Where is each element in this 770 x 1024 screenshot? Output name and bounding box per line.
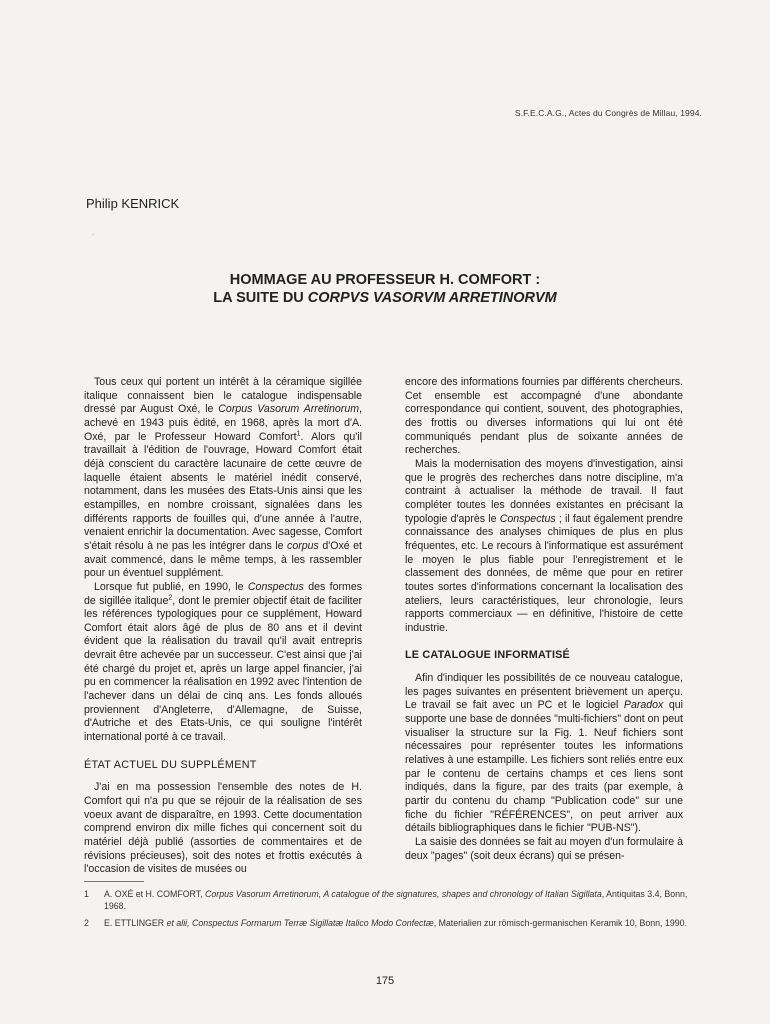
footnote-ref[interactable]: 1 bbox=[296, 430, 301, 438]
running-header: S.F.E.C.A.G., Actes du Congrès de Millau, 1994. bbox=[514, 108, 702, 118]
footnote-text: E. ETTLINGER et alii, Conspectus Formarum Terræ Sigillatæ Italico Modo Confectæ, Materialien zur römisch-germanischen Keramik 10, Bonn, 1990. bbox=[104, 918, 687, 928]
right-column bbox=[405, 376, 683, 863]
title-line-2-italic: CORPVS VASORVM ARRETINORVM bbox=[307, 290, 557, 306]
paragraph: J'ai en ma possession l'ensemble des notes de H. Comfort qui n'a pu que se réjouir de la réalisation de ses voeux avant de disparaître, en 1993. Cette documentation comprend environ dix mille fiches qui concernent soit du matériel déjà publié (assorties de commentaires et de révisions précieuses), soit des notes et frottis exécutés à l'occasion de visites de musées ou bbox=[84, 781, 362, 876]
footnote-number: 2 bbox=[84, 918, 89, 928]
footnote bbox=[84, 918, 704, 930]
footnote-divider bbox=[84, 881, 144, 882]
page-number: 175 bbox=[375, 975, 395, 987]
paragraph: Lorsque fut publié, en 1990, le Conspectus des formes de sigillée italique$^2$, dont le premier objectif était de faciliter les références typologiques pour ce supplément, Howard Comfort était alors âgé de plus de 80 ans et il devint évident que la réalisation du travail qu'il avait entrepris devrait être achevée par un successeur. C'est ainsi que j'ai été chargé du projet et, après un large appel financier, j'ai pu en commencer la réalisation en 1992 avec l'intention de l'achever dans un délai de cinq ans. Les fonds alloués proviennent d'Angleterre, d'Allemagne, de Suisse, d'Autriche et des Etats-Unis, ce qui souligne l'intérêt international porté à ce travail. bbox=[84, 580, 363, 744]
title-line-2-prefix: LA SUITE DU bbox=[213, 290, 308, 306]
footnote bbox=[84, 889, 704, 912]
paragraph: encore des informations fournies par différents chercheurs. Cet ensemble est accompagné d'une abondante correspondance qui contient, souvent, des photographies, des frottis ou diverses informations qui lui ont été communiqués pendant plus de soixante années de recherches. bbox=[405, 376, 683, 457]
footnote-ref[interactable]: 2 bbox=[168, 593, 173, 601]
footnote-number: 1 bbox=[84, 889, 89, 899]
paragraph: La saisie des données se fait au moyen d'un formulaire à deux "pages" (soit deux écrans) qui se présen- bbox=[405, 836, 683, 862]
section-heading: ÉTAT ACTUEL DU SUPPLÉMENT bbox=[84, 758, 257, 771]
stray-mark: · bbox=[92, 232, 94, 238]
paragraph: Mais la modernisation des moyens d'investigation, ainsi que le progrès des recherches dans notre discipline, m'a contraint à actualiser la méthode de travail. Il faut compléter toutes les données existantes en précisant la typologie d'après le Conspectus ; il faut également prendre connaissance des analyses chimiques de plus en plus fréquentes, etc. Le recours à l'informatique est assurément le moyen le plus fiable pour l'enregistrement et le classement des données, de même que pour en retirer toutes sortes d'informations concernant la localisation des ateliers, leurs caractéristiques, leur chronologie, leurs rapports commerciaux — en définitive, l'histoire de cette industrie. bbox=[405, 457, 683, 634]
article-title bbox=[0, 271, 770, 307]
title-line-2 bbox=[0, 289, 770, 307]
footnote-text: A. OXÉ et H. COMFORT, Corpus Vasorum Arretinorum, A catalogue of the signatures, shapes and chronology of Italian Sigillata, Antiquitas 3.4, Bonn, 1968. bbox=[104, 889, 688, 911]
author-name: Philip KENRICK bbox=[86, 196, 180, 211]
left-column bbox=[84, 376, 362, 877]
title-line-1: HOMMAGE AU PROFESSEUR H. COMFORT : bbox=[229, 272, 541, 288]
paragraph: Afin d'indiquer les possibilités de ce nouveau catalogue, les pages suivantes en présentent brièvement un aperçu. Le travail se fait avec un PC et le logiciel Paradox qui supporte une base de données "multi-fichiers" dont on peut visualiser la structure sur la Fig. 1. Neuf fichiers sont nécessaires pour représenter toutes les informations relatives à une estampille. Les fichiers sont reliés entre eux par le contenu de certains champs et ces liens sont indiqués, dans la figure, par des traits (par exemple, à partir du contenu du champ "Publication code" sur une fiche du fichier "RÉFÉRENCES", on peut arriver aux détails bibliographiques dans le fichier "PUB-NS"). bbox=[405, 672, 683, 835]
section-heading: LE CATALOGUE INFORMATISÉ bbox=[405, 649, 570, 662]
paragraph: Tous ceux qui portent un intérêt à la céramique sigillée italique connaissent bien le catalogue indispensable dressé par August Oxé, le Corpus Vasorum Arretinorum, achevé en 1943 puis édité, en 1968, après la mort d'A. Oxé, par le Professeur Howard Comfort$^1$. Alors qu'il travaillait à l'édition de l'ouvrage, Howard Comfort était déjà conscient du caractère lacunaire de cette œuvre de laquelle étaient absents le matériel inédit conservé, notamment, dans les musées des Etats-Unis ainsi que les estampilles, en nombre croissant, signalées dans les différents rapports de fouilles qui, d'une année à l'autre, venaient enrichir la documentation. Avec sagesse, Comfort s'était résolu à ne pas les intégrer dans le corpus d'Oxé et avait commencé, dans le même temps, à les rassembler pour un éventuel supplément. bbox=[84, 376, 362, 580]
